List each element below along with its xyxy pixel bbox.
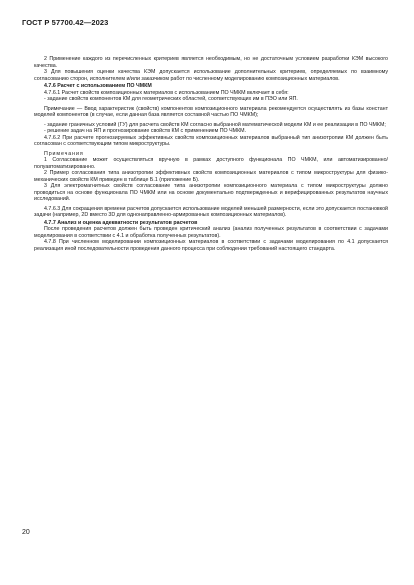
list-item-solving: - решение задач на ЯП и прогнозирование свойств КМ с применением ПО ЧМКМ. [44, 128, 247, 134]
note-paragraph: Примечание — Ввод характеристик (свойств) компонентов композиционного материала рекомендуется осуществлять из базы констант моделей компонентов (в случае, если данная база является составной частью ПО ЧМКМ); [34, 105, 388, 118]
note-2: 2 Пример согласования типа анизотропии эффективных свойств композиционных материалов с типом микроструктуры для физико-механических свойств КМ приведен в таблице Б.1 (приложение Б). [34, 170, 388, 183]
note-paragraph-3: 3 Для повышения оценки качества КЭМ допускается использование дополнительных критериев, определяемых по взаимному согласованию сторон, исполнителем и/или заказчиком работ по численному моделированию композиционных материалов. [34, 69, 388, 82]
note-1: 1 Согласование может осуществляться вручную в рамках доступного функционала ПО ЧМКМ, или автоматизированно/полуавтоматизированно. [34, 157, 388, 170]
page-number: 20 [22, 529, 30, 536]
list-item-properties: - задание свойств компонентов КМ для геометрических областей, соответствующих им в ПЭО или ЯП. [44, 96, 298, 102]
paragraph-4-7-6-1: 4.7.6.1 Расчет свойств композиционных материалов с использованием ПО ЧМКМ включает в себя: [44, 89, 289, 96]
paragraph-4-7-6-3: 4.7.6.3 Для сокращения времени расчетов допускается использование моделей меньшей размерности, если это допускается постановкой задачи (например, 2D вместо 3D для однонаправленно-армированных композиционных материалов). [34, 205, 388, 218]
standard-header: ГОСТ Р 57700.42—2023 [22, 18, 109, 27]
notes-title: Примечания [44, 150, 84, 157]
section-heading-4-7-6: 4.7.6 Расчет с использованием ПО ЧМКМ [44, 83, 152, 89]
section-heading-4-7-7: 4.7.7 Анализ и оценка адекватности результатов расчетов [44, 219, 198, 226]
note-3: 3 Для электромагнитных свойств согласование типа анизотропии композиционного материала с типом микроструктуры должно проводиться на основе функционала ПО ЧМКМ или на основе документально подтвержденных и верифицированных результатов научных исследований. [34, 183, 388, 202]
paragraph-analysis: После проведения расчетов должен быть проведен критический анализ (анализ полученных результатов в соответствии с задачами моделирования в соответствии с 4.1 и обработка полученных результатов). [34, 226, 388, 239]
list-item-boundary-conditions: - задание граничных условий (ГУ) для расчета свойств КМ согласно выбранной математической модели КМ и ее реализации в ПО ЧМКМ; [44, 121, 386, 128]
paragraph-4-7-8: 4.7.8 При численном моделировании композиционных материалов в соответствии с задачами моделирования по 4.1 допускается реализация иной последовательности проведения данного процесса при соблюдении требований настоящего стандарта. [34, 239, 388, 252]
paragraph-4-7-6-2: 4.7.6.2 При расчете прогнозируемых эффективных свойств композиционных материалов выбранный тип анизотропии КМ должен быть согласован с соответствующим типом микроструктуры. [34, 134, 388, 147]
note-paragraph-2: 2 Применение каждого из перечисленных критериев является необходимым, но не достаточным условием разработки КЭМ высокого качества. [34, 56, 388, 69]
document-body [34, 56, 388, 252]
